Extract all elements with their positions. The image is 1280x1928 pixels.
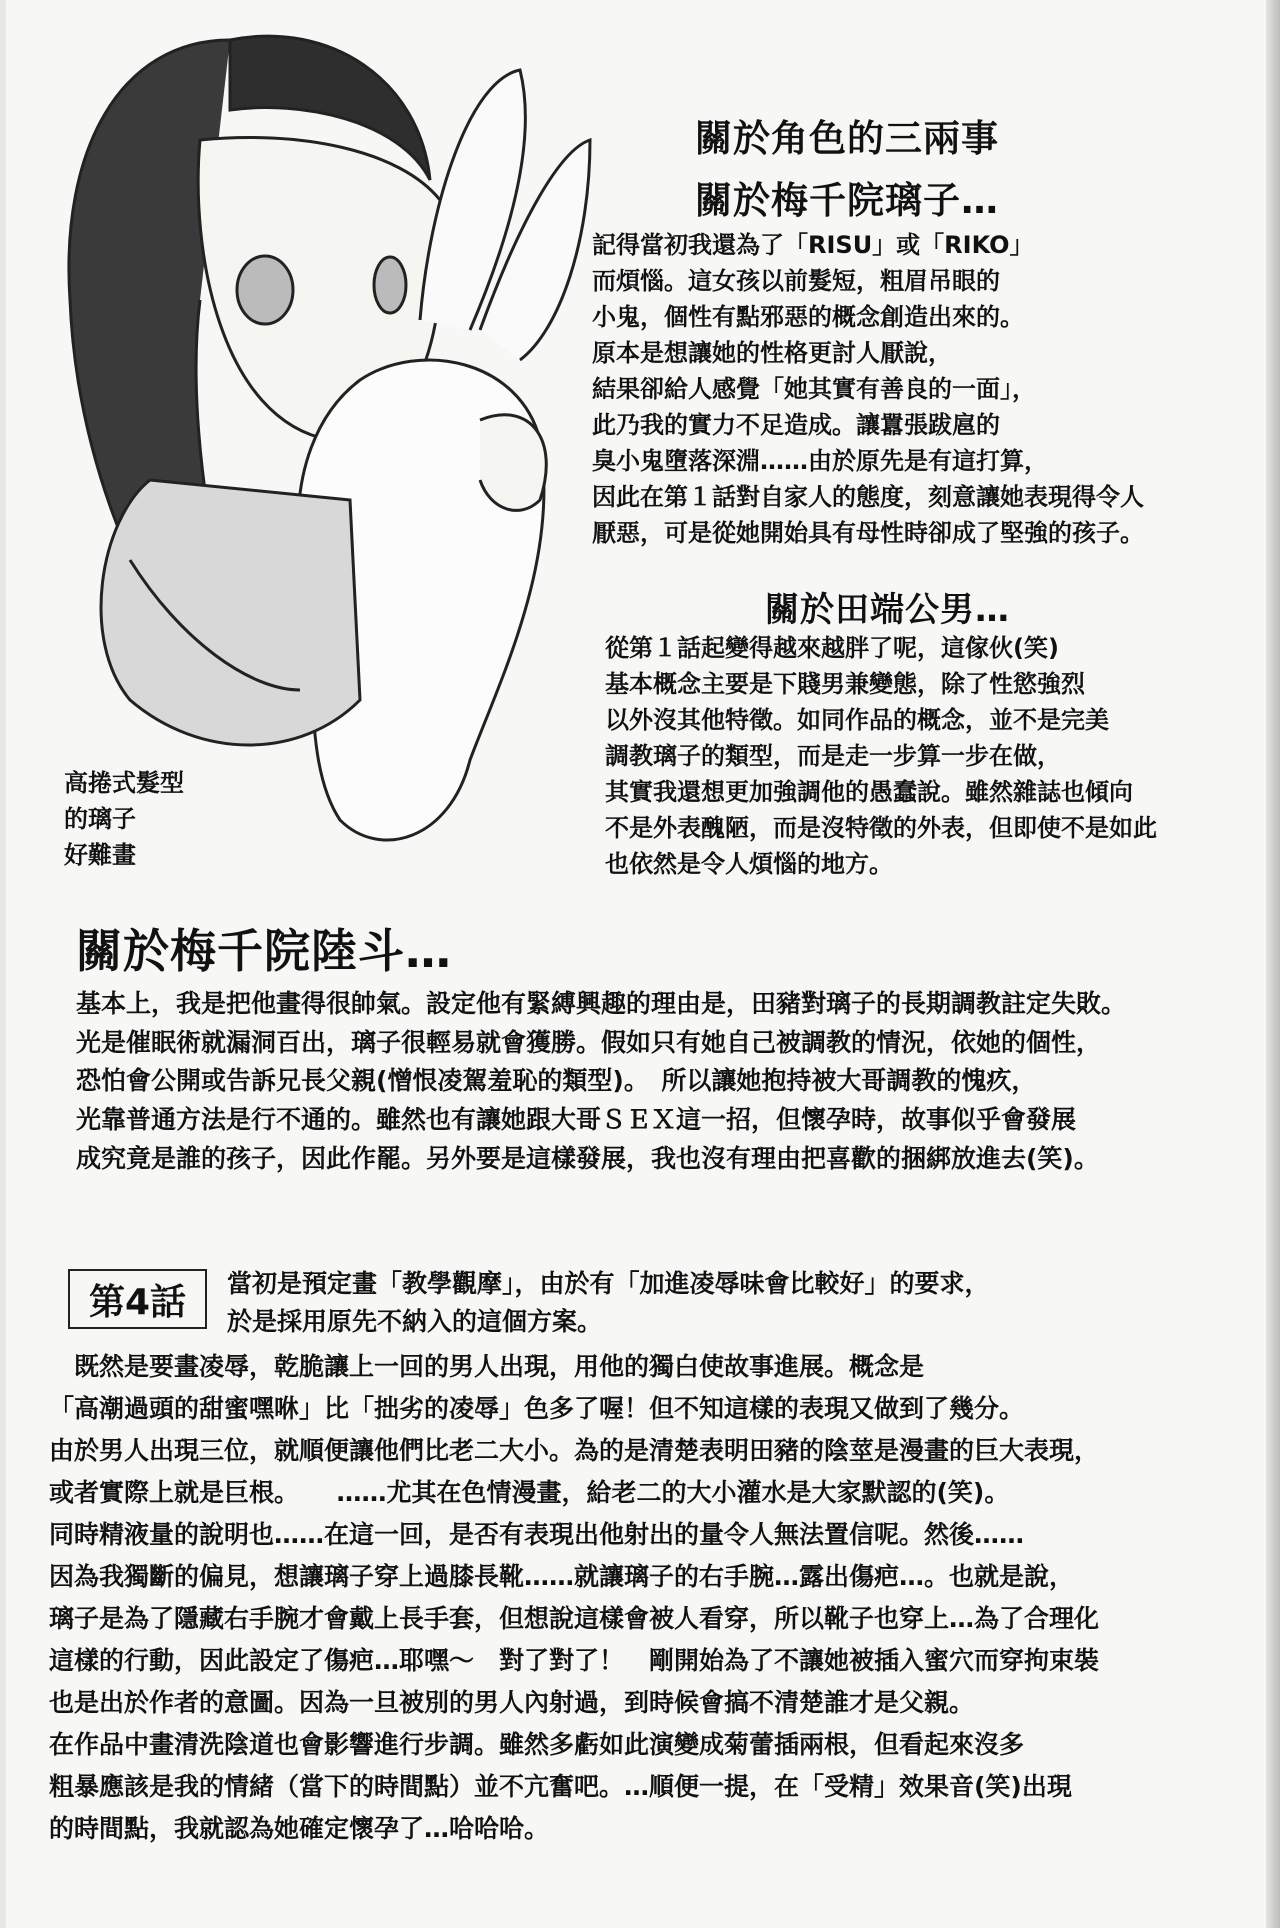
heading-tabata: 關於田端公男… [765, 590, 1010, 630]
page-edge-right [1266, 0, 1280, 1928]
shirt [101, 480, 360, 745]
text-line: 或者實際上就是巨根。 ……尤其在色情漫畫，給老二的大小灌水是大家默認的(笑)。 [49, 1478, 1010, 1507]
text-line: 粗暴應該是我的情緒（當下的時間點）並不亢奮吧。…順便一提，在「受精」效果音(笑)出現 [49, 1772, 1072, 1801]
text-line: 「高潮過頭的甜蜜嘿咻」比「拙劣的凌辱」色多了喔！但不知這樣的表現又做到了幾分。 [49, 1394, 1025, 1423]
text-line: 於是採用原先不納入的這個方案。 [227, 1307, 603, 1336]
text-line: 既然是要畫凌辱，乾脆讓上一回的男人出現，用他的獨白使故事進展。概念是 [49, 1352, 925, 1381]
text-line: 以外沒其他特徵。如同作品的概念，並不是完美 [605, 706, 1109, 734]
text-line: 結果卻給人感覺「她其實有善良的一面」， [592, 375, 1036, 403]
text-line: 臭小鬼墮落深淵……由於原先是有這打算， [592, 447, 1048, 475]
text-line: 小鬼，個性有點邪惡的概念創造出來的。 [592, 303, 1024, 331]
text-line: 記得當初我還為了「RISU」或「RIKO」 [592, 231, 1034, 259]
heading-rikuto: 關於梅千院陸斗… [76, 924, 452, 978]
text-line: 光靠普通方法是行不通的。雖然也有讓她跟大哥ＳＥＸ這一招，但懷孕時，故事似乎會發展 [76, 1105, 1077, 1135]
illustration-caption [64, 765, 184, 873]
caption-line: 的璃子 [64, 805, 136, 833]
hand [480, 415, 546, 511]
text-line: 而煩惱。這女孩以前髮短，粗眉吊眼的 [592, 267, 1000, 295]
text-line: 恐怕會公開或告訴兄長父親(憎恨凌駕羞恥的類型)。 所以讓她抱持被大哥調教的愧疚， [76, 1066, 1037, 1096]
chapter4-intro [227, 1265, 990, 1341]
text-line: 在作品中畫清洗陰道也會影響進行步調。雖然多虧如此演變成菊蕾插兩根，但看起來沒多 [49, 1730, 1025, 1759]
text-line: 因此在第１話對自家人的態度，刻意讓她表現得令人 [592, 483, 1144, 511]
text-line: 的時間點，我就認為她確定懷孕了…哈哈哈。 [49, 1814, 550, 1843]
text-line: 由於男人出現三位，就順便讓他們比老二大小。為的是清楚表明田豬的陰莖是漫畫的巨大表現， [49, 1436, 1100, 1465]
rikuto-paragraph [76, 985, 1126, 1178]
eye [237, 256, 293, 324]
riko-paragraph [592, 227, 1144, 551]
chapter4-paragraph [49, 1346, 1099, 1850]
chapter-4-badge: 第4話 [68, 1269, 207, 1329]
text-line: 不是外表醜陋，而是沒特徵的外表，但即使不是如此 [605, 814, 1157, 842]
text-line: 這樣的行動，因此設定了傷疤…耶嘿～ 對了對了！ 剛開始為了不讓她被插入蜜穴而穿拘束裝 [49, 1646, 1100, 1675]
text-line: 其實我還想更加強調他的愚蠢說。雖然雜誌也傾向 [605, 778, 1133, 806]
text-line: 調教璃子的類型，而是走一步算一步在做， [605, 742, 1061, 770]
text-line: 同時精液量的說明也……在這一回，是否有表現出他射出的量令人無法置信呢。然後…… [49, 1520, 1025, 1549]
text-line: 此乃我的實力不足造成。讓囂張跋扈的 [592, 411, 1000, 439]
heading-characters [695, 108, 999, 224]
text-line: 也是出於作者的意圖。因為一旦被別的男人內射過，到時候會搞不清楚誰才是父親。 [49, 1688, 975, 1717]
eye-right [374, 257, 406, 313]
text-line: 也依然是令人煩惱的地方。 [605, 850, 893, 878]
text-line: 基本上，我是把他畫得很帥氣。設定他有緊縛興趣的理由是，田豬對璃子的長期調教註定失敗。 [76, 989, 1127, 1018]
text-line: 成究竟是誰的孩子，因此作罷。另外要是這樣發展，我也沒有理由把喜歡的捆綁放進去(笑)。 [76, 1143, 1099, 1173]
text-line: 原本是想讓她的性格更討人厭說， [592, 339, 952, 367]
text-line: 光是催眠術就漏洞百出，璃子很輕易就會獲勝。假如只有她自己被調教的情況，依她的個性， [76, 1027, 1102, 1057]
caption-line: 好難畫 [64, 841, 136, 869]
text-line: 基本概念主要是下賤男兼變態，除了性慾強烈 [605, 670, 1085, 698]
text-line: 因為我獨斷的偏見，想讓璃子穿上過膝長靴……就讓璃子的右手腕…露出傷疤…。也就是說， [49, 1562, 1075, 1591]
caption-line: 高捲式髮型 [64, 769, 184, 797]
tabata-paragraph [605, 630, 1157, 882]
text-line: 當初是預定畫「教學觀摩」，由於有「加進凌辱味會比較好」的要求， [227, 1269, 990, 1298]
text-line: 厭惡，可是從她開始具有母性時卻成了堅強的孩子。 [592, 519, 1144, 547]
heading-line: 關於角色的三兩事 [695, 117, 999, 160]
text-line: 從第１話起變得越來越胖了呢，這傢伙(笑) [605, 634, 1059, 662]
heading-riko: 關於梅千院璃子… [695, 179, 999, 222]
text-line: 璃子是為了隱藏右手腕才會戴上長手套，但想說這樣會被人看穿，所以靴子也穿上…為了合理化 [49, 1604, 1100, 1633]
